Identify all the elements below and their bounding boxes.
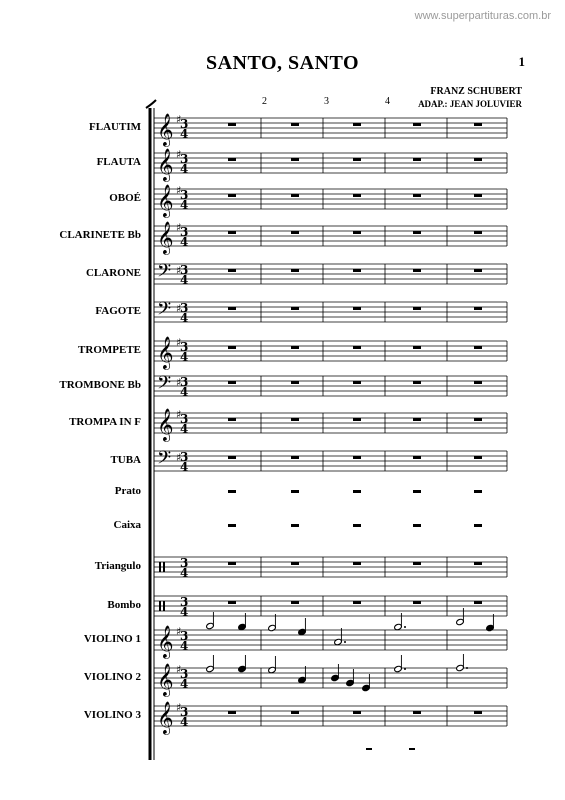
whole-rest — [353, 194, 361, 197]
whole-rest — [291, 524, 299, 527]
whole-rest — [474, 524, 482, 527]
whole-rest — [353, 158, 361, 161]
whole-rest — [413, 158, 421, 161]
whole-rest — [413, 231, 421, 234]
whole-rest — [291, 307, 299, 310]
whole-rest — [413, 307, 421, 310]
sharp-icon: ♯ — [176, 376, 182, 389]
page-number: 1 — [518, 54, 525, 69]
sharp-icon: ♯ — [176, 264, 182, 277]
whole-rest — [291, 418, 299, 421]
sharp-icon: ♯ — [176, 625, 182, 638]
whole-rest — [353, 711, 361, 714]
composer-credit: FRANZ SCHUBERT — [430, 86, 522, 97]
bass-clef-icon: 𝄢 — [157, 373, 172, 398]
time-sig-bottom: 4 — [180, 311, 189, 325]
whole-rest — [474, 490, 482, 493]
whole-rest — [413, 381, 421, 384]
whole-rest — [474, 231, 482, 234]
whole-rest — [474, 601, 482, 604]
percussion-clef-icon — [159, 562, 161, 572]
sharp-icon: ♯ — [176, 302, 182, 315]
time-sig-bottom: 4 — [180, 235, 189, 249]
time-sig-bottom: 4 — [180, 715, 189, 729]
time-sig-top: 3 — [180, 629, 189, 643]
time-sig-bottom: 4 — [180, 677, 189, 691]
whole-rest — [353, 231, 361, 234]
whole-rest — [291, 562, 299, 565]
whole-rest — [353, 346, 361, 349]
time-sig-bottom: 4 — [180, 460, 189, 474]
whole-rest — [413, 524, 421, 527]
time-sig-top: 3 — [180, 117, 189, 131]
instrument-label: VIOLINO 1 — [83, 633, 141, 645]
score-title: SANTO, SANTO — [205, 52, 360, 74]
time-sig-top: 3 — [180, 450, 189, 464]
whole-rest — [228, 711, 236, 714]
whole-rest — [474, 418, 482, 421]
whole-rest — [474, 381, 482, 384]
whole-rest — [228, 123, 236, 126]
whole-rest — [409, 748, 415, 750]
note-dot — [344, 641, 346, 643]
instrument-label: Prato — [114, 485, 141, 497]
treble-clef-icon: 𝄞 — [157, 221, 174, 254]
instrument-label: Caixa — [113, 519, 141, 531]
whole-rest — [353, 601, 361, 604]
whole-rest — [228, 456, 236, 459]
time-sig-bottom: 4 — [180, 639, 189, 653]
whole-rest — [413, 562, 421, 565]
time-sig-bottom: 4 — [180, 605, 189, 619]
whole-rest — [228, 418, 236, 421]
whole-rest — [291, 601, 299, 604]
time-sig-bottom: 4 — [180, 385, 189, 399]
time-sig-top: 3 — [180, 263, 189, 277]
whole-rest — [353, 381, 361, 384]
instrument-label: TROMPETE — [78, 344, 141, 356]
whole-rest — [291, 123, 299, 126]
bass-clef-icon: 𝄢 — [157, 448, 172, 473]
whole-rest — [353, 123, 361, 126]
sharp-icon: ♯ — [176, 221, 182, 234]
whole-rest — [228, 562, 236, 565]
whole-rest — [228, 346, 236, 349]
instrument-label: CLARINETE Bb — [59, 229, 141, 241]
whole-rest — [474, 711, 482, 714]
sharp-icon: ♯ — [176, 148, 182, 161]
bass-clef-icon: 𝄢 — [157, 261, 172, 286]
time-sig-top: 3 — [180, 556, 189, 570]
time-sig-bottom: 4 — [180, 273, 189, 287]
whole-rest — [291, 194, 299, 197]
instrument-label: FAGOTE — [95, 305, 141, 317]
whole-rest — [413, 123, 421, 126]
instrument-label: VIOLINO 2 — [83, 671, 141, 683]
whole-rest — [413, 711, 421, 714]
whole-rest — [353, 418, 361, 421]
treble-clef-icon: 𝄞 — [157, 336, 174, 369]
measure-number-2: 2 — [262, 96, 267, 107]
time-sig-top: 3 — [180, 301, 189, 315]
whole-rest — [366, 748, 372, 750]
whole-rest — [474, 456, 482, 459]
instrument-label: Triangulo — [94, 560, 141, 572]
treble-clef-icon: 𝄞 — [157, 408, 174, 441]
whole-rest — [228, 269, 236, 272]
time-sig-top: 3 — [180, 340, 189, 354]
treble-clef-icon: 𝄞 — [157, 148, 174, 181]
measure-number-4: 4 — [385, 96, 390, 107]
time-sig-bottom: 4 — [180, 162, 189, 176]
instrument-label: Bombo — [107, 599, 141, 611]
whole-rest — [474, 307, 482, 310]
instrument-label: FLAUTIM — [89, 121, 141, 133]
time-sig-bottom: 4 — [180, 198, 189, 212]
whole-rest — [474, 123, 482, 126]
whole-rest — [228, 307, 236, 310]
treble-clef-icon: 𝄞 — [157, 184, 174, 217]
whole-rest — [474, 346, 482, 349]
sharp-icon: ♯ — [176, 336, 182, 349]
note-dot — [404, 668, 406, 670]
time-sig-top: 3 — [180, 152, 189, 166]
watermark: www.superpartituras.com.br — [414, 10, 551, 22]
whole-rest — [291, 158, 299, 161]
percussion-clef-icon — [163, 562, 165, 572]
sharp-icon: ♯ — [176, 663, 182, 676]
treble-clef-icon: 𝄞 — [157, 625, 174, 658]
whole-rest — [413, 490, 421, 493]
whole-rest — [291, 381, 299, 384]
sharp-icon: ♯ — [176, 451, 182, 464]
time-sig-bottom: 4 — [180, 127, 189, 141]
sharp-icon: ♯ — [176, 701, 182, 714]
treble-clef-icon: 𝄞 — [157, 663, 174, 696]
instrument-label: TUBA — [110, 454, 141, 466]
time-sig-bottom: 4 — [180, 566, 189, 580]
treble-clef-icon: 𝄞 — [157, 113, 174, 146]
whole-rest — [291, 346, 299, 349]
time-sig-top: 3 — [180, 375, 189, 389]
whole-rest — [413, 269, 421, 272]
percussion-clef-icon — [163, 601, 165, 611]
whole-rest — [474, 158, 482, 161]
instrument-label: CLARONE — [85, 267, 141, 279]
time-sig-top: 3 — [180, 705, 189, 719]
sharp-icon: ♯ — [176, 184, 182, 197]
whole-rest — [291, 269, 299, 272]
instrument-label: TROMBONE Bb — [59, 379, 141, 391]
time-sig-top: 3 — [180, 595, 189, 609]
whole-rest — [228, 381, 236, 384]
whole-rest — [413, 456, 421, 459]
whole-rest — [353, 562, 361, 565]
whole-rest — [228, 158, 236, 161]
whole-rest — [228, 194, 236, 197]
whole-rest — [413, 194, 421, 197]
whole-rest — [474, 269, 482, 272]
time-sig-bottom: 4 — [180, 422, 189, 436]
measure-number-3: 3 — [324, 96, 329, 107]
whole-rest — [353, 269, 361, 272]
instrument-label: TROMPA IN F — [69, 416, 141, 428]
whole-rest — [228, 524, 236, 527]
whole-rest — [228, 490, 236, 493]
whole-rest — [291, 456, 299, 459]
bracket-top-hook — [146, 100, 156, 108]
whole-rest — [413, 601, 421, 604]
sharp-icon: ♯ — [176, 408, 182, 421]
whole-rest — [474, 194, 482, 197]
whole-rest — [413, 346, 421, 349]
whole-rest — [474, 562, 482, 565]
whole-rest — [291, 711, 299, 714]
time-sig-bottom: 4 — [180, 350, 189, 364]
whole-rest — [291, 231, 299, 234]
sharp-icon: ♯ — [176, 113, 182, 126]
instrument-label: OBOÉ — [109, 192, 141, 204]
instrument-label: VIOLINO 3 — [83, 709, 141, 721]
whole-rest — [228, 231, 236, 234]
whole-rest — [413, 418, 421, 421]
whole-rest — [291, 490, 299, 493]
whole-rest — [228, 601, 236, 604]
note-dot — [466, 667, 468, 669]
percussion-clef-icon — [159, 601, 161, 611]
whole-rest — [353, 524, 361, 527]
whole-rest — [353, 456, 361, 459]
whole-rest — [353, 490, 361, 493]
treble-clef-icon: 𝄞 — [157, 701, 174, 734]
time-sig-top: 3 — [180, 667, 189, 681]
note-dot — [404, 626, 406, 628]
time-sig-top: 3 — [180, 225, 189, 239]
time-sig-top: 3 — [180, 412, 189, 426]
time-sig-top: 3 — [180, 188, 189, 202]
whole-rest — [353, 307, 361, 310]
bass-clef-icon: 𝄢 — [157, 299, 172, 324]
instrument-label: FLAUTA — [96, 156, 141, 168]
arranger-credit: ADAP.: JEAN JOLUVIER — [418, 99, 522, 109]
